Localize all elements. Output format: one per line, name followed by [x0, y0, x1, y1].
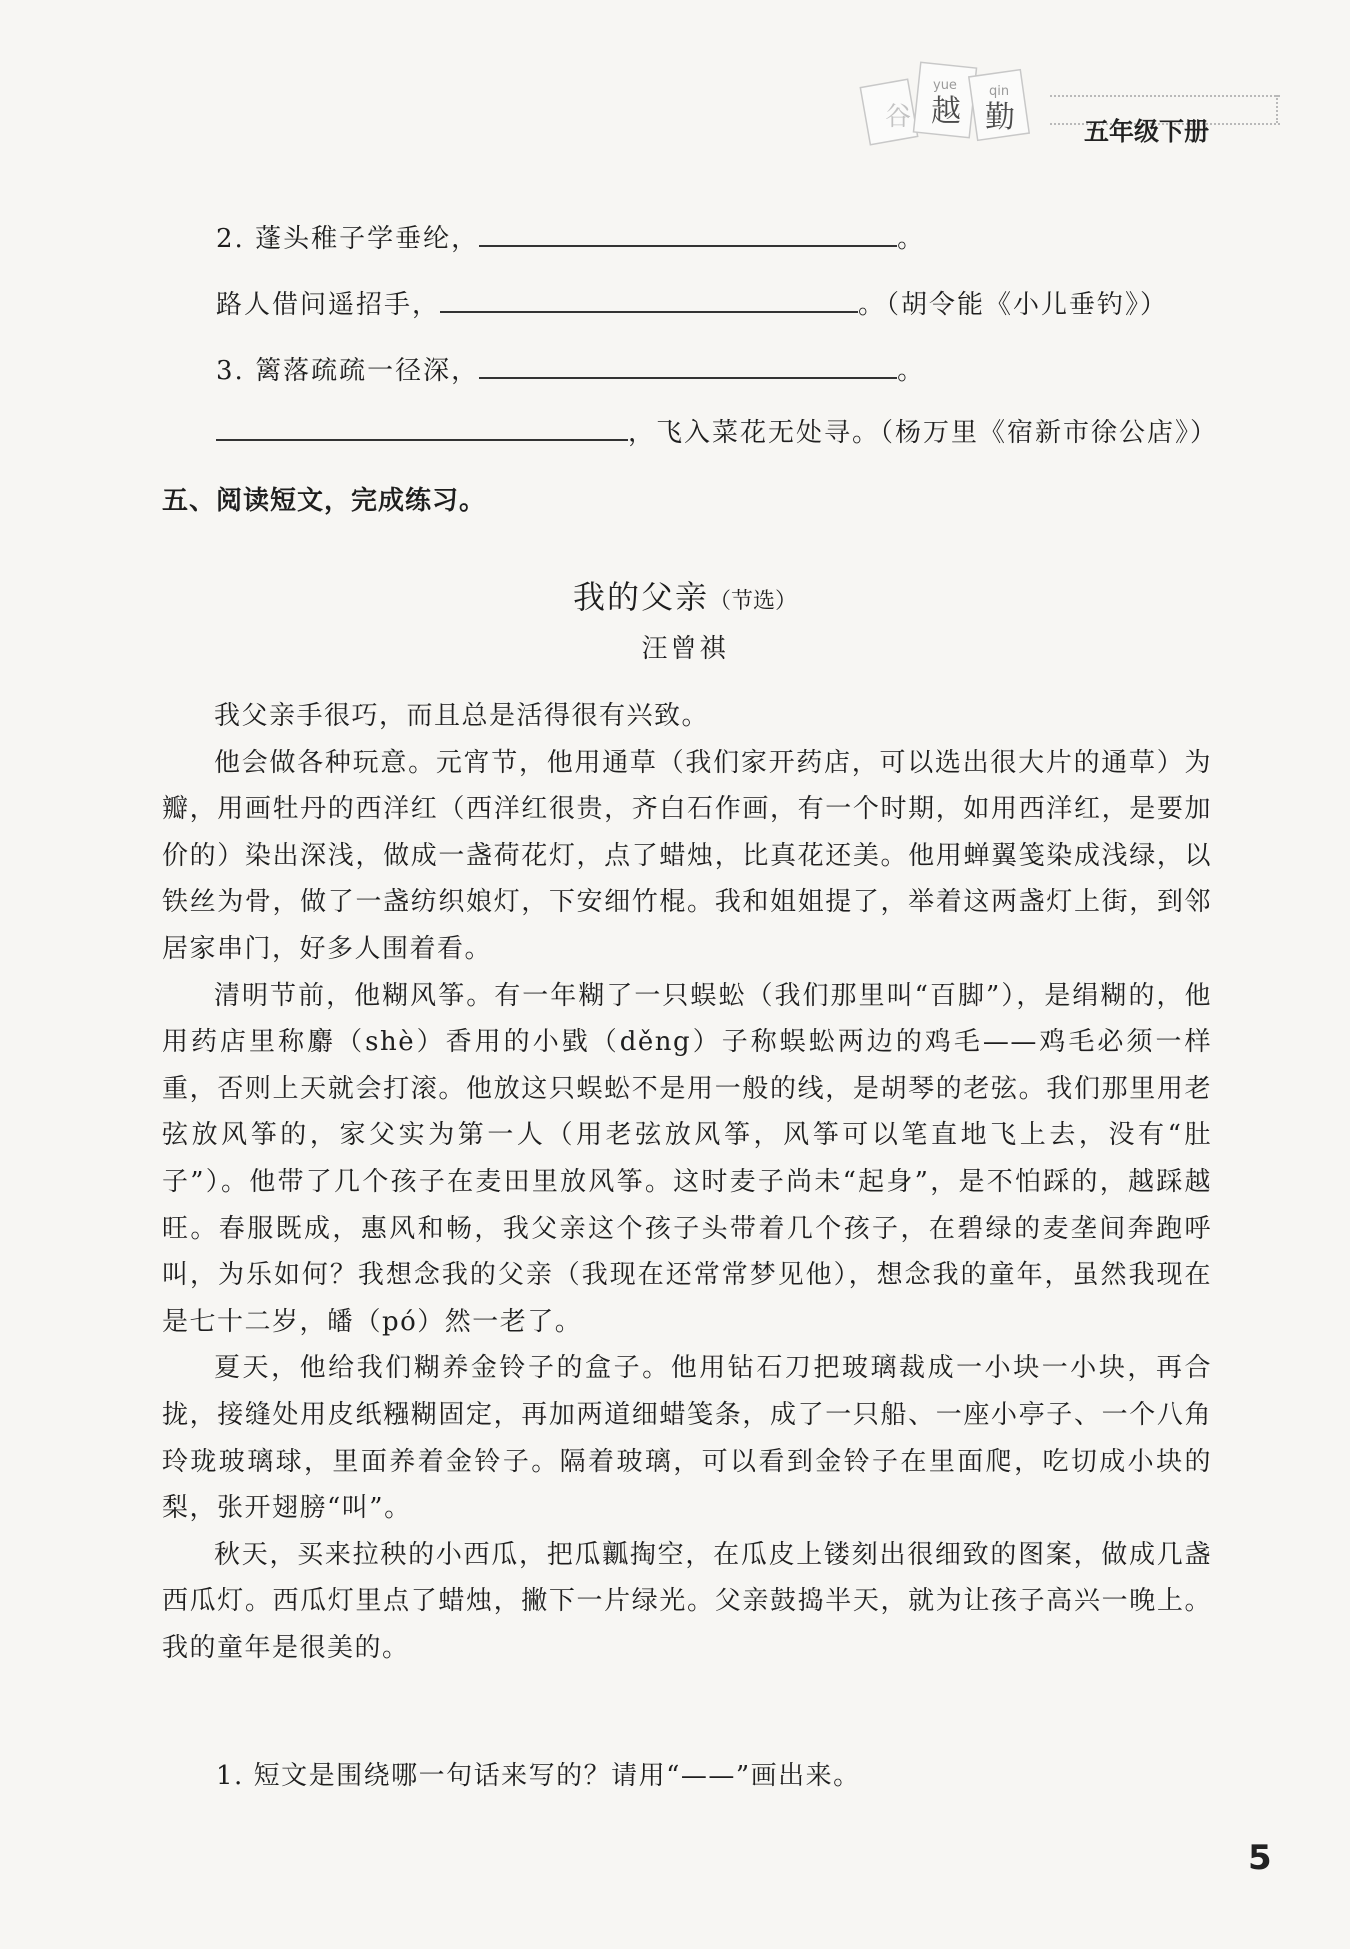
article-title-text: 我的父亲	[572, 578, 709, 616]
answer-blank-4[interactable]	[216, 413, 628, 441]
article-paragraph-3: 清明节前，他糊风筝。有一年糊了一只蜈蚣（我们那里叫“百脚”），是绢糊的，他用药店里称麝（shè）香用的小戥（děng）子称蜈蚣两边的鸡毛——鸡毛必须一样重，否则上天就会打滚。他放这只蜈蚣不是用一般的线，是胡琴的老弦。我们那里用老弦放风筝的，家父实为第一人（用老弦放风筝，风筝可以笔直地飞上去，没有“肚子”）。他带了几个孩子在麦田里放风筝。这时麦子尚未“起身”，是不怕踩的，越踩越旺。春服既成，惠风和畅，我父亲这个孩子头带着几个孩子，在碧绿的麦垄间奔跑呼叫，为乐如何？我想念我的父亲（我现在还常常梦见他），想念我的童年，虽然我现在是七十二岁，皤（pó）然一老了。	[162, 980, 1212, 1337]
section-heading: 五、阅读短文，完成练习。	[162, 486, 487, 516]
logo-char-3: 勤	[985, 100, 1015, 135]
logo-char-2: 越	[931, 94, 961, 129]
poem-line-3-end: 。	[897, 356, 926, 386]
poem-line-4-end: ，飞入菜花无处寻。（杨万里《宿新市徐公店》）	[628, 418, 1219, 448]
poem-line-2-end: 。（胡令能《小儿垂钓》）	[858, 290, 1169, 320]
grade-label: 五年级下册	[1084, 117, 1210, 146]
poem-line-2-text: 路人借问遥招手，	[216, 290, 441, 320]
poem-line-2	[216, 284, 1168, 321]
answer-blank-1[interactable]	[479, 219, 897, 247]
poem-line-3-text: 3. 篱落疏疏一径深，	[216, 356, 480, 386]
article-author: 汪曾祺	[641, 634, 729, 664]
header-frame-side	[1276, 95, 1278, 123]
answer-blank-3[interactable]	[479, 351, 897, 379]
article-title-note: （节选）	[709, 589, 798, 614]
page-number: 5	[1248, 1838, 1272, 1878]
poem-line-1	[216, 218, 925, 255]
answer-blank-2[interactable]	[440, 285, 858, 313]
article-paragraph-2: 他会做各种玩意。元宵节，他用通草（我们家开药店，可以选出很大片的通草）为瓣，用画牡丹的西洋红（西洋红很贵，齐白石作画，有一个时期，如用西洋红，是要加价的）染出深浅，做成一盏荷花灯，点了蜡烛，比真花还美。他用蝉翼笺染成浅绿，以铁丝为骨，做了一盏纺织娘灯，下安细竹棍。我和姐姐提了，举着这两盏灯上街，到邻居家串门，好多人围着看。	[162, 747, 1212, 964]
poem-line-3	[216, 350, 925, 387]
header-frame-top	[1050, 95, 1280, 97]
poem-line-4	[216, 412, 1218, 449]
article-paragraph-4: 夏天，他给我们糊养金铃子的盒子。他用钻石刀把玻璃裁成一小块一小块，再合拢，接缝处用皮纸糨糊固定，再加两道细蜡笺条，成了一只船、一座小亭子、一个八角玲珑玻璃球，里面养着金铃子。隔着玻璃，可以看到金铃子在里面爬，吃切成小块的梨，张开翅膀“叫”。	[162, 1353, 1212, 1524]
poem-line-1-text: 2. 蓬头稚子学垂纶，	[216, 224, 480, 254]
logo-pinyin-2: qin	[989, 84, 1010, 99]
logo-char-1: 谷	[885, 102, 912, 132]
article-paragraph-5: 秋天，买来拉秧的小西瓜，把瓜瓤掏空，在瓜皮上镂刻出很细致的图案，做成几盏西瓜灯。西瓜灯里点了蜡烛，撇下一片绿光。父亲鼓捣半天，就为让孩子高兴一晚上。我的童年是很美的。	[162, 1539, 1212, 1663]
brand-logo-icon	[855, 55, 1055, 165]
article-paragraph-1: 我父亲手很巧，而且总是活得很有兴致。	[214, 701, 710, 731]
question-1: 1. 短文是围绕哪一句话来写的？请用“——”画出来。	[216, 1761, 861, 1791]
poem-line-1-end: 。	[897, 224, 926, 254]
article-title	[0, 572, 1350, 618]
logo-pinyin-1: yue	[933, 78, 957, 93]
article-body	[162, 693, 1212, 1671]
